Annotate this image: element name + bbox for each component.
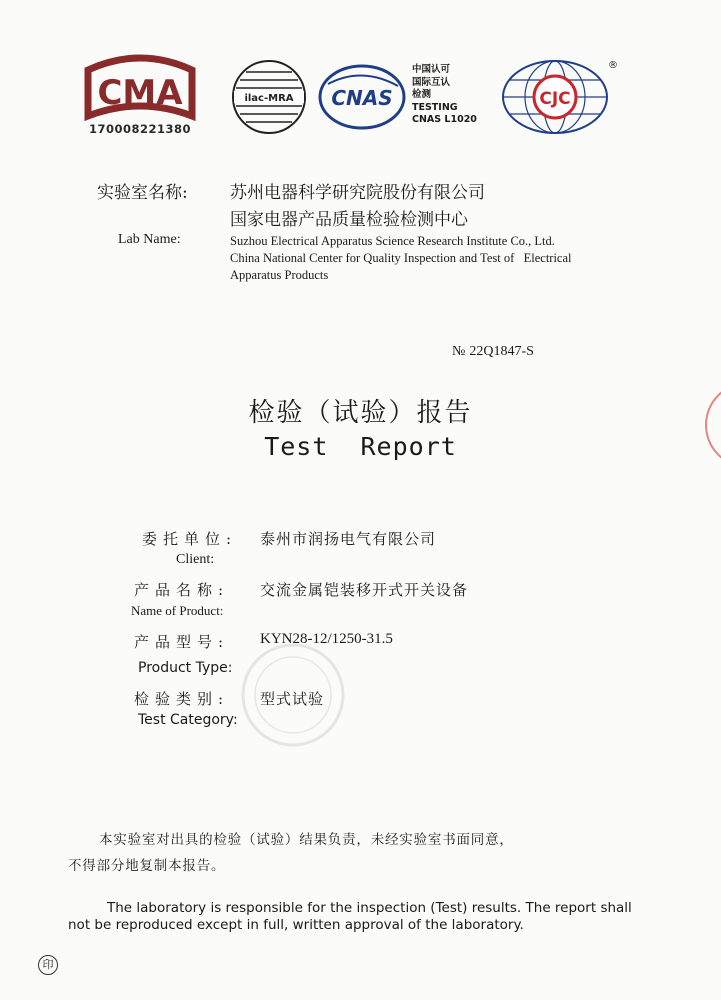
client-label-en: Client: bbox=[176, 552, 215, 567]
cnas-caption-line: TESTING bbox=[412, 101, 458, 113]
test-category-label-cn: 检验类别: bbox=[134, 690, 230, 708]
lab-name-label-cn: 实验室名称: bbox=[97, 183, 188, 203]
client-label-cn: 委托单位: bbox=[142, 530, 238, 548]
cma-number: 170008221380 bbox=[88, 122, 192, 136]
cma-logo-text: CMA bbox=[97, 73, 183, 113]
product-name-label-cn: 产品名称: bbox=[134, 581, 230, 599]
product-type-value: KYN28-12/1250-31.5 bbox=[260, 631, 393, 647]
registered-mark: ® bbox=[608, 60, 618, 71]
report-number bbox=[452, 344, 534, 360]
product-type-label-cn: 产品型号: bbox=[134, 633, 230, 651]
ilac-mra-logo bbox=[230, 58, 308, 136]
cjc-logo bbox=[500, 58, 610, 136]
report-number-label: № bbox=[452, 344, 466, 359]
test-category-label-en: Test Category: bbox=[138, 712, 238, 728]
test-category-value: 型式试验 bbox=[260, 690, 325, 708]
report-title-en: Test Report bbox=[264, 432, 457, 461]
cnas-caption-line: CNAS L1020 bbox=[412, 114, 477, 125]
notice-en-line-1: The laboratory is responsible for the inspection (Test) results. The report shall bbox=[107, 900, 632, 916]
product-name-value: 交流金属铠装移开式开关设备 bbox=[260, 581, 469, 599]
cnas-caption-line: 中国认可 bbox=[412, 64, 451, 75]
ilac-logo-text: ilac-MRA bbox=[244, 93, 294, 104]
cnas-caption-line: 国际互认 bbox=[412, 76, 451, 88]
cjc-logo-text: CJC bbox=[539, 89, 571, 109]
seal-edge bbox=[700, 380, 721, 470]
cnas-caption-line: 检测 bbox=[412, 89, 432, 100]
print-mark: 印 bbox=[38, 955, 58, 975]
lab-name-cn-line-2: 国家电器产品质量检验检测中心 bbox=[230, 210, 468, 230]
cnas-caption bbox=[412, 64, 477, 127]
notice-cn-line-1: 本实验室对出具的检验（试验）结果负责，未经实验室书面同意， bbox=[99, 832, 514, 848]
cnas-logo bbox=[318, 64, 406, 130]
lab-name-cn-line-1: 苏州电器科学研究院股份有限公司 bbox=[230, 183, 485, 203]
notice-cn-line-2: 不得部分地复制本报告。 bbox=[68, 858, 226, 874]
lab-name-en-line-2: China National Center for Quality Inspection and Test of Electrical bbox=[230, 251, 572, 265]
product-type-label-en: Product Type: bbox=[138, 660, 233, 676]
report-number-value: 22Q1847-S bbox=[469, 344, 534, 359]
lab-name-label-en: Lab Name: bbox=[118, 232, 181, 247]
lab-name-en-line-3: Apparatus Products bbox=[230, 268, 329, 282]
notice-en-line-2: not be reproduced except in full, written approval of the laboratory. bbox=[68, 917, 524, 933]
report-title-cn: 检验（试验）报告 bbox=[248, 398, 473, 428]
product-name-label-en: Name of Product: bbox=[131, 603, 224, 618]
cnas-logo-text: CNAS bbox=[331, 86, 393, 110]
lab-name-en-line-1: Suzhou Electrical Apparatus Science Research Institute Co., Ltd. bbox=[230, 234, 555, 248]
client-value: 泰州市润扬电气有限公司 bbox=[260, 530, 437, 548]
